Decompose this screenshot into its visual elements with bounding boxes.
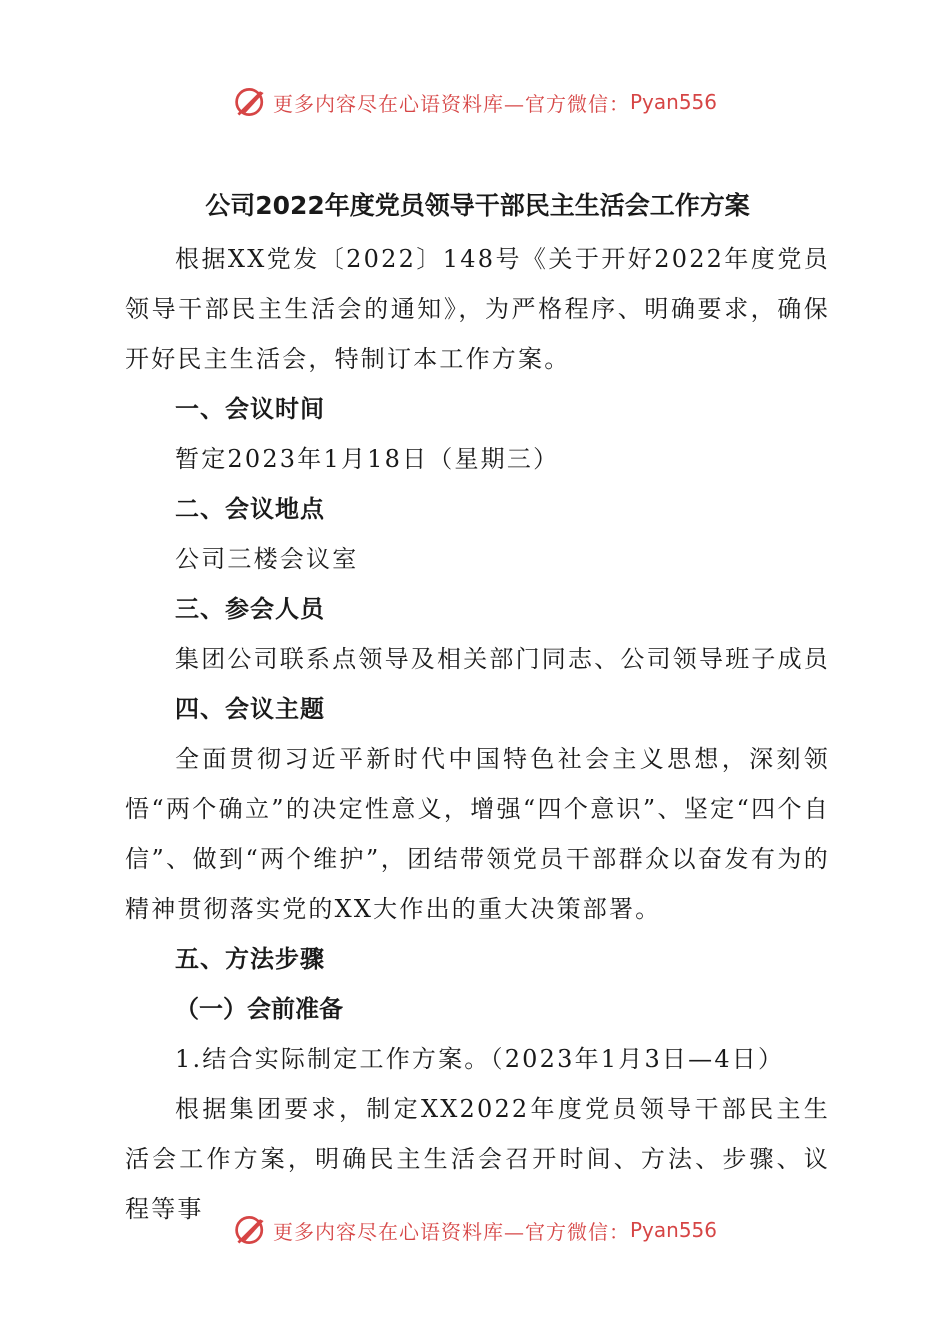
watermark-footer bbox=[0, 1212, 950, 1248]
intro-paragraph: 根据XX党发〔2022〕148号《关于开好2022年度党员领导干部民主生活会的通知》，为严格程序、明确要求，确保开好民主生活会，特制订本工作方案。 bbox=[125, 245, 830, 373]
section-heading-attendees: 三、参会人员 bbox=[175, 595, 325, 623]
section-body-time: 暂定2023年1月18日（星期三） bbox=[175, 445, 560, 473]
watermark-text: 更多内容尽在心语资料库—官方微信： bbox=[272, 1219, 630, 1244]
section-body-theme: 全面贯彻习近平新时代中国特色社会主义思想，深刻领悟“两个确立”的决定性意义，增强“四个意识”、坚定“四个自信”、做到“两个维护”，团结带领党员干部群众以奋发有为的精神贯彻落实党的XX大作出的重大决策部署。 bbox=[125, 745, 830, 923]
document-page bbox=[125, 184, 830, 1234]
subsection-heading-preparation: （一）会前准备 bbox=[175, 995, 343, 1023]
watermark-wechat-id: Pyan556 bbox=[629, 1218, 717, 1242]
watermark-header bbox=[0, 84, 950, 120]
watermark-wechat-id: Pyan556 bbox=[629, 90, 717, 114]
section-heading-location: 二、会议地点 bbox=[175, 495, 325, 523]
step-item-1-body: 根据集团要求，制定XX2022年度党员领导干部民主生活会工作方案，明确民主生活会召开时间、方法、步骤、议程等事 bbox=[125, 1095, 830, 1223]
section-body-attendees: 集团公司联系点领导及相关部门同志、公司领导班子成员 bbox=[175, 645, 830, 673]
quill-pen-logo-icon bbox=[233, 84, 269, 120]
watermark-text: 更多内容尽在心语资料库—官方微信： bbox=[272, 91, 630, 116]
section-heading-time: 一、会议时间 bbox=[175, 395, 325, 423]
section-heading-theme: 四、会议主题 bbox=[175, 695, 325, 723]
section-body-location: 公司三楼会议室 bbox=[175, 545, 359, 573]
section-heading-steps: 五、方法步骤 bbox=[175, 945, 325, 973]
document-title: 公司2022年度党员领导干部民主生活会工作方案 bbox=[205, 191, 750, 220]
step-item-1: 1.结合实际制定工作方案。（2023年1月3日—4日） bbox=[175, 1045, 785, 1073]
quill-pen-logo-icon bbox=[233, 1212, 269, 1248]
